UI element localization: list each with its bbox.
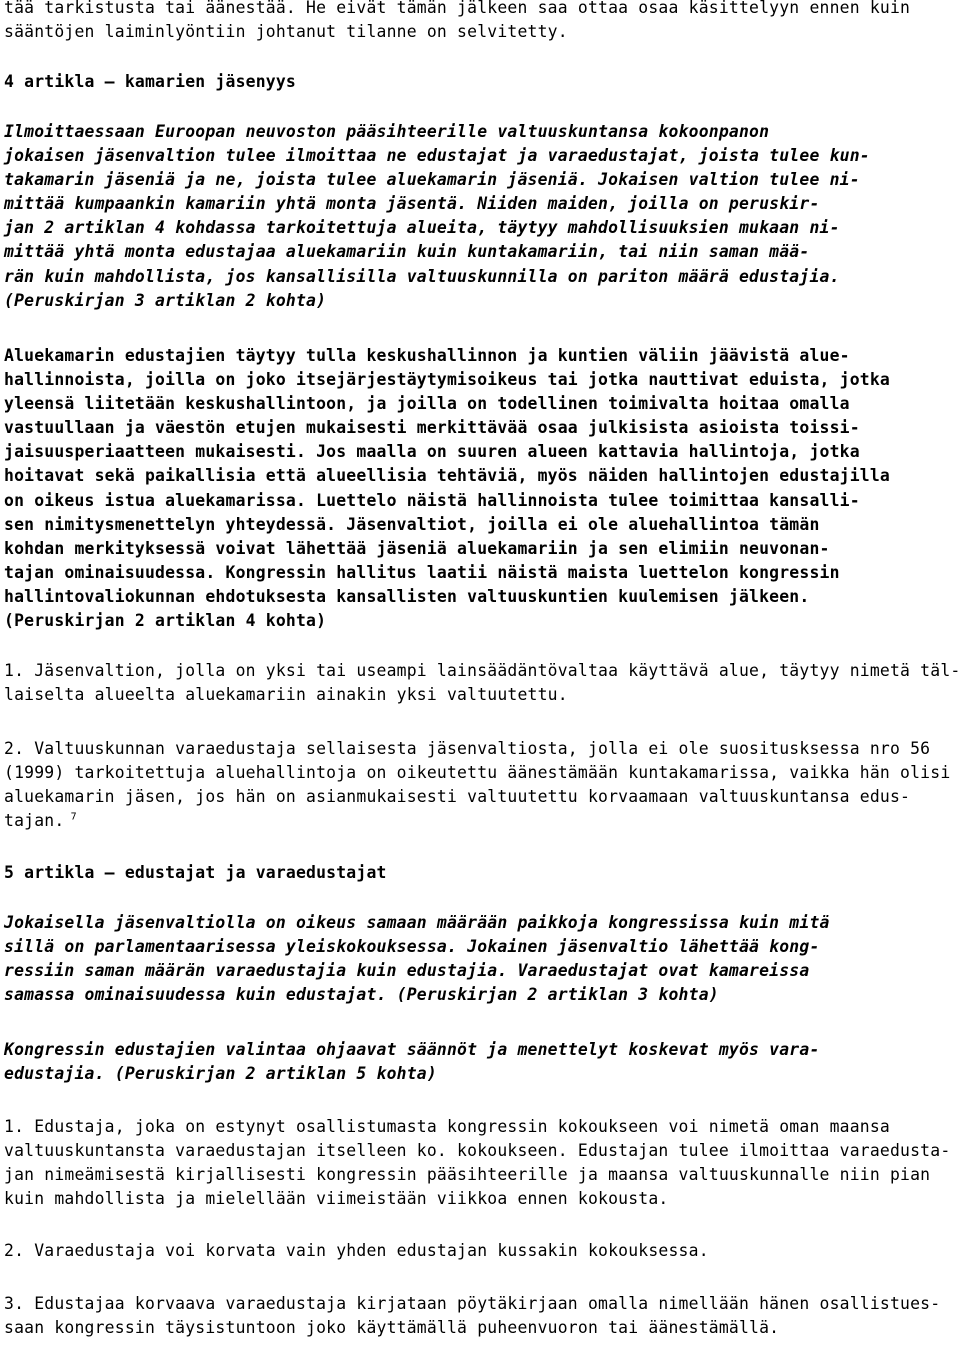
rule-item	[4, 737, 950, 833]
text-line: laiselta alueelta aluekamariin ainakin yksi valtuutettu.	[4, 685, 568, 705]
text-line: 2. Varaedustaja voi korvata vain yhden edustajan kussakin kokouksessa.	[4, 1241, 709, 1260]
text-line: jokaisen jäsenvaltion tulee ilmoittaa ne edustajat ja varaedustajat, joista tulee kun-	[4, 146, 870, 166]
text-line: Ilmoittaessaan Euroopan neuvoston pääsihteerille valtuuskuntansa kokoonpanon	[4, 122, 770, 141]
text-line: tää tarkistusta tai äänestää. He eivät tämän jälkeen saa ottaa osaa käsittelyyn ennen kuin	[4, 0, 911, 17]
text-line: Jokaisella jäsenvaltiolla on oikeus samaan määrään paikkoja kongressissa kuin mitä	[4, 913, 830, 932]
rule-item	[4, 659, 960, 707]
text-line: 5 artikla — edustajat ja varaedustajat	[4, 863, 387, 882]
text-line	[4, 192, 870, 216]
text-line: samassa ominaisuudessa kuin edustajat. (Peruskirjan 2 artiklan 3 kohta)	[4, 985, 719, 1005]
text-line: yleensä liitetään keskushallintoon, ja joilla on todellinen toimivalta hoitaa omalla	[4, 394, 850, 414]
text-line: 2. Valtuuskunnan varaedustaja sellaisesta jäsenvaltiosta, jolla ei ole suositusksessa nro 56	[4, 739, 931, 758]
text-line: kuin mahdollista ja mielellään viimeistään viikkoa ennen kokousta.	[4, 1189, 669, 1209]
text-line: hoitavat sekä paikallisia että alueellisia tehtäviä, myös näiden hallintojen edustajilla	[4, 466, 890, 486]
text-line: Aluekamarin edustajien täytyy tulla keskushallinnon ja kuntien väliin jäävistä alue-	[4, 346, 850, 365]
charter-quote	[4, 911, 830, 1007]
text-run: mittää kumpaankin kamariin yhtä monta jäsentä.	[4, 194, 478, 214]
rule-item	[4, 1239, 709, 1263]
text-line: saan kongressin täysistuntoon joko käyttämällä puheenvuoron tai äänestämällä.	[4, 1318, 780, 1338]
text-run: Niiden maiden, joilla on peruskir-	[477, 194, 820, 214]
text-line: jan 2 artiklan 4 kohdassa tarkoitettuja alueita, täytyy mahdollisuuksien mukaan ni-	[4, 218, 840, 238]
text-line: rän kuin mahdollista, jos kansallisilla valtuuskunnilla on pariton määrä edustajia.	[4, 266, 840, 286]
section-heading	[4, 70, 296, 94]
charter-quote	[4, 1038, 820, 1086]
footnote-marker[interactable]: 7	[64, 811, 77, 823]
text-line: hallinnoista, joilla on joko itsejärjestäytymisoikeus tai jotka nauttivat eduista, jotka	[4, 370, 890, 390]
text-line: takamarin jäseniä ja ne, joista tulee aluekamarin jäseniä. Jokaisen valtion tulee ni-	[4, 170, 860, 190]
text-line: on oikeus istua aluekamarissa. Luettelo näistä hallinnoista tulee toimittaa kansalli-	[4, 490, 860, 510]
text-line: aluekamarin jäsen, jos hän on asianmukaisesti valtuutettu korvaamaan valtuuskuntansa edus-	[4, 787, 911, 807]
text-line: edustajia. (Peruskirjan 2 artiklan 5 kohta)	[4, 1064, 437, 1084]
text-line: ressiin saman määrän varaedustajia kuin edustajia. Varaedustajat ovat kamareissa	[4, 961, 810, 981]
text-line: kohdan merkityksessä voivat lähettää jäseniä aluekamariin ja sen elimiin neuvonan-	[4, 538, 830, 558]
charter-quote	[4, 120, 870, 313]
rule-item	[4, 1115, 950, 1211]
text-line: sen nimitysmenettelyn yhteydessä. Jäsenvaltiot, joilla ei ole aluehallintoa tämän	[4, 514, 820, 534]
text-line: 4 artikla — kamarien jäsenyys	[4, 72, 296, 91]
text-line: 1. Jäsenvaltion, jolla on yksi tai useampi lainsäädäntövaltaa käyttävä alue, täytyy nimetä täl-	[4, 661, 960, 680]
charter-quote	[4, 344, 890, 633]
text-line: tajan ominaisuudessa. Kongressin hallitus laatii näistä maista luettelon kongressin	[4, 562, 840, 582]
text-line: jan nimeämisestä kirjallisesti kongressin pääsihteerille ja maansa valtuuskunnalle niin pian	[4, 1165, 931, 1185]
text-line: valtuuskuntansta varaedustajan itselleen ko. kokoukseen. Edustajan tulee ilmoittaa varaedusta-	[4, 1141, 951, 1161]
text-line: tajan. $^7$	[4, 811, 77, 831]
text-line: hallintovaliokunnan ehdotuksesta kansallisten valtuuskuntien kuulemisen jälkeen.	[4, 586, 810, 606]
text-line: (Peruskirjan 3 artiklan 2 kohta)	[4, 290, 327, 310]
text-line: vastuullaan ja väestön etujen mukaisesti merkittävää osaa julkisista asioista toissi-	[4, 418, 860, 438]
rule-item	[4, 1292, 940, 1340]
intro-paragraph	[4, 0, 910, 44]
text-line: sääntöjen laiminlyöntiin johtanut tilanne on selvitetty.	[4, 22, 568, 42]
text-line: 3. Edustajaa korvaava varaedustaja kirjataan pöytäkirjaan omalla nimellään hänen osallistues-	[4, 1294, 941, 1313]
section-heading	[4, 861, 387, 885]
text-line: 1. Edustaja, joka on estynyt osallistumasta kongressin kokoukseen voi nimetä oman maansa	[4, 1117, 890, 1136]
text-line: sillä on parlamentaarisessa yleiskokouksessa. Jokainen jäsenvaltio lähettää kong-	[4, 937, 820, 957]
text-line: (1999) tarkoitettuja aluehallintoja on oikeutettu äänestämään kuntakamarissa, vaikka hän olisi	[4, 763, 951, 783]
text-line: jaisuusperiaatteen mukaisesti. Jos maalla on suuren alueen kattavia hallintoja, jotka	[4, 442, 860, 462]
text-line: mittää yhtä monta edustajaa aluekamariin kuin kuntakamariin, tai niin saman mää-	[4, 242, 810, 262]
text-line: (Peruskirjan 2 artiklan 4 kohta)	[4, 611, 327, 631]
text-line: Kongressin edustajien valintaa ohjaavat säännöt ja menettelyt koskevat myös vara-	[4, 1040, 820, 1059]
